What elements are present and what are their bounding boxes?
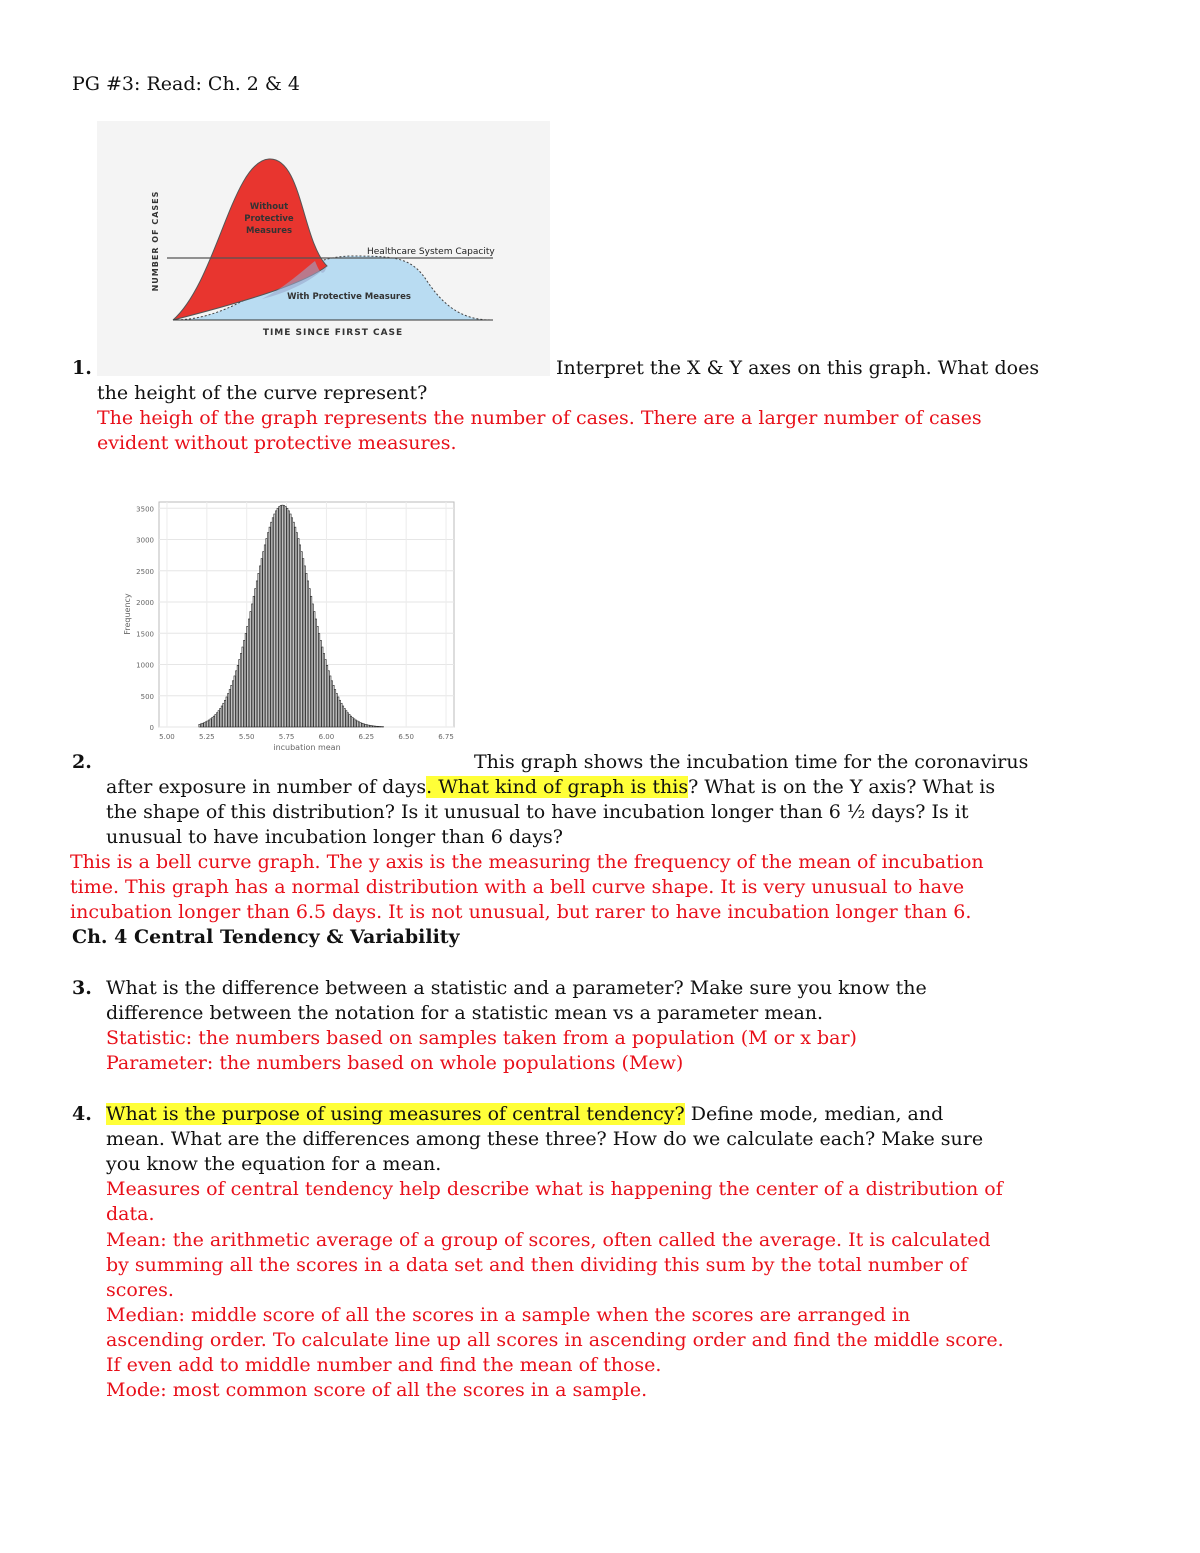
q4-question-line1 xyxy=(106,1102,943,1127)
histogram-bar xyxy=(224,700,225,727)
histogram-bar xyxy=(267,533,268,727)
histogram-bar xyxy=(261,559,262,727)
histogram-bar xyxy=(204,723,205,727)
histogram-bar xyxy=(320,640,321,727)
histogram-bar xyxy=(239,660,240,727)
q2-number: 2. xyxy=(72,751,92,773)
histogram-bar xyxy=(242,647,243,727)
histogram-bar xyxy=(366,725,367,727)
q4-answer-median-line3: If even add to middle number and find the mean of those. xyxy=(106,1354,662,1376)
q4-answer-mean-line2: by summing all the scores in a data set and then dividing this sum by the total number of xyxy=(106,1254,968,1276)
section-heading: Ch. 4 Central Tendency & Variability xyxy=(72,926,460,948)
histogram-bar xyxy=(360,723,361,727)
histogram-bar xyxy=(299,545,300,727)
incubation-histogram xyxy=(112,494,464,752)
histogram-bar xyxy=(250,612,251,727)
histogram-bar xyxy=(228,693,229,727)
y-tick-label: 1000 xyxy=(136,661,154,670)
histogram-bar xyxy=(231,685,232,727)
histogram-bar xyxy=(259,566,260,727)
histogram-bar xyxy=(341,703,342,727)
histogram-bar xyxy=(244,640,245,727)
histogram-bar xyxy=(288,511,289,727)
y-tick-label: 500 xyxy=(140,692,154,701)
q2-question-line2 xyxy=(106,775,995,800)
histogram-bar xyxy=(363,724,364,727)
histogram-bar xyxy=(325,660,326,727)
red-label-line2: Protective xyxy=(244,214,294,224)
histogram-bar xyxy=(323,653,324,727)
histogram-bar xyxy=(310,596,311,727)
histogram-bar xyxy=(326,665,327,727)
red-label-line3: Measures xyxy=(245,226,293,236)
histogram-bar xyxy=(256,581,257,727)
q1-number: 1. xyxy=(72,357,92,379)
q4-question-line2: mean. What are the differences among these three? How do we calculate each? Make sure xyxy=(106,1128,984,1150)
q1-question-line1: Interpret the X & Y axes on this graph. What does xyxy=(556,357,1040,379)
red-label-line1: Without xyxy=(249,202,289,212)
histogram-bar xyxy=(291,518,292,727)
histogram-bar xyxy=(221,706,222,727)
histogram-bar xyxy=(344,708,345,727)
blue-label: With Protective Measures xyxy=(287,292,411,302)
histogram-bar xyxy=(232,681,233,727)
histogram-bar xyxy=(309,589,310,727)
histogram-bar xyxy=(338,697,339,727)
histogram-bar xyxy=(333,685,334,727)
histogram-bar xyxy=(279,507,280,727)
q3-question-line1: What is the difference between a statistic and a parameter? Make sure you know the xyxy=(106,977,927,999)
histogram-bar xyxy=(331,681,332,727)
histogram-bar xyxy=(339,700,340,727)
y-tick-label: 3500 xyxy=(136,505,154,514)
histogram-bar xyxy=(207,721,208,727)
histogram-bar xyxy=(336,693,337,727)
x-tick-label: 5.50 xyxy=(238,733,255,741)
q4-line1-post: Define mode, median, and xyxy=(684,1103,944,1125)
y-tick-label: 1500 xyxy=(136,630,154,639)
histogram-bar xyxy=(330,676,331,727)
histogram-bar xyxy=(226,697,227,727)
y-tick-label: 2500 xyxy=(136,567,154,576)
histogram-bar xyxy=(285,507,286,727)
q2-line2-post: ? What is on the Y axis? What is xyxy=(688,776,996,798)
y-tick-label: 2000 xyxy=(136,599,154,607)
histogram-bar xyxy=(258,573,259,727)
histogram-bar xyxy=(346,711,347,727)
histogram-bar xyxy=(373,726,374,727)
histogram-bar xyxy=(199,724,200,727)
histogram-bar xyxy=(263,552,264,727)
q2-line2-pre: after exposure in number of days xyxy=(106,776,427,798)
histogram-bar xyxy=(303,559,304,727)
histogram-bar xyxy=(274,514,275,727)
q1-answer-line1: The heigh of the graph represents the number of cases. There are a larger number of cases xyxy=(97,407,982,429)
capacity-label: Healthcare System Capacity xyxy=(367,247,495,257)
histogram-bar xyxy=(234,676,235,727)
q4-answer-mode: Mode: most common score of all the scores in a sample. xyxy=(106,1379,648,1401)
q1-question-line2: the height of the curve represent? xyxy=(97,382,428,404)
histogram-bar xyxy=(293,522,294,727)
q3-question-line2: difference between the notation for a statistic mean vs a parameter mean. xyxy=(106,1002,824,1024)
histogram-bar xyxy=(295,527,296,727)
histogram-bar xyxy=(334,690,335,727)
x-tick-label: 6.75 xyxy=(438,733,454,741)
histogram-bar xyxy=(236,671,237,727)
q1-answer-line2: evident without protective measures. xyxy=(97,432,457,454)
q4-number: 4. xyxy=(72,1103,92,1125)
histogram-bar xyxy=(280,505,281,727)
histogram-y-label: Frequency xyxy=(123,593,132,635)
q2-answer-line2: time. This graph has a normal distribution with a bell curve shape. It is very unusual to have xyxy=(70,876,965,898)
histogram-bar xyxy=(245,633,246,727)
histogram-bar xyxy=(287,508,288,727)
histogram-bar xyxy=(210,719,211,727)
histogram-bar xyxy=(357,721,358,727)
histogram-bar xyxy=(376,726,377,727)
y-tick-label: 0 xyxy=(149,724,154,732)
histogram-bar xyxy=(251,604,252,727)
histogram-bar xyxy=(377,726,378,727)
x-axis-label: TIME SINCE FIRST CASE xyxy=(262,328,404,338)
histogram-bar xyxy=(350,716,351,727)
histogram-bar xyxy=(213,716,214,727)
histogram-bar xyxy=(306,573,307,727)
histogram-bar xyxy=(208,720,209,727)
histogram-bar xyxy=(223,703,224,727)
histogram-bar xyxy=(347,713,348,727)
histogram-bar xyxy=(271,522,272,727)
q3-number: 3. xyxy=(72,977,92,999)
histogram-bar xyxy=(283,505,284,727)
histogram-bar xyxy=(369,725,370,727)
histogram-bar xyxy=(368,725,369,727)
histogram-bar xyxy=(296,533,297,727)
histogram-bar xyxy=(248,619,249,727)
histogram-bar xyxy=(290,514,291,727)
q4-answer-line2: data. xyxy=(106,1203,155,1225)
q4-answer-line1: Measures of central tendency help describe what is happening the center of a distribution of xyxy=(106,1178,1003,1200)
flatten-curve-figure xyxy=(97,121,550,376)
histogram-bar xyxy=(314,612,315,727)
histogram-bar xyxy=(352,718,353,727)
histogram-bar xyxy=(355,720,356,727)
q4-answer-median-line2: ascending order. To calculate line up all scores in ascending order and find the middle score. xyxy=(106,1329,1004,1351)
histogram-bar xyxy=(264,545,265,727)
histogram-bar xyxy=(371,726,372,727)
q2-answer-line1: This is a bell curve graph. The y axis is the measuring the frequency of the mean of incubation xyxy=(70,851,984,873)
q3-answer-statistic: Statistic: the numbers based on samples taken from a population (M or x bar) xyxy=(106,1027,857,1049)
histogram-bar xyxy=(362,723,363,727)
histogram-bar xyxy=(212,718,213,727)
q3-answer-parameter: Parameter: the numbers based on whole populations (Mew) xyxy=(106,1052,684,1074)
histogram-bar xyxy=(312,604,313,727)
histogram-bar xyxy=(229,690,230,727)
histogram-bar xyxy=(322,647,323,727)
histogram-bar xyxy=(247,626,248,727)
q2-highlight: . What kind of graph is this xyxy=(426,776,689,798)
histogram-bar xyxy=(237,665,238,727)
histogram-bar xyxy=(272,518,273,727)
histogram-bar xyxy=(342,706,343,727)
x-tick-label: 6.50 xyxy=(398,733,414,741)
q4-highlight: What is the purpose of using measures of central tendency? xyxy=(106,1103,685,1125)
q2-answer-line3: incubation longer than 6.5 days. It is not unusual, but rarer to have incubation longer than 6. xyxy=(70,901,972,923)
histogram-bar xyxy=(365,724,366,727)
histogram-bar xyxy=(216,713,217,727)
histogram-bar xyxy=(266,539,267,727)
histogram-bar xyxy=(240,653,241,727)
x-tick-label: 5.75 xyxy=(278,733,295,741)
histogram-bar xyxy=(275,511,276,727)
histogram-bar xyxy=(269,527,270,727)
x-tick-label: 5.25 xyxy=(199,733,215,741)
x-tick-label: 5.00 xyxy=(159,733,175,741)
histogram-bar xyxy=(202,723,203,727)
histogram-bar xyxy=(317,626,318,727)
histogram-bar xyxy=(358,722,359,727)
histogram-bar xyxy=(220,708,221,727)
histogram-bar xyxy=(304,566,305,727)
q4-answer-median-line1: Median: middle score of all the scores in a sample when the scores are arranged in xyxy=(106,1304,911,1326)
histogram-bar xyxy=(253,596,254,727)
histogram-bar xyxy=(374,726,375,727)
q2-question-line3: the shape of this distribution? Is it unusual to have incubation longer than 6 ½ days? Is it xyxy=(106,801,969,823)
q2-question-line4: unusual to have incubation longer than 6 days? xyxy=(106,826,563,848)
histogram-bar xyxy=(215,715,216,727)
histogram-bar xyxy=(318,633,319,727)
histogram-bar xyxy=(315,619,316,727)
histogram-bar xyxy=(307,581,308,727)
q4-answer-mean-line1: Mean: the arithmetic average of a group of scores, often called the average. It is calculated xyxy=(106,1229,991,1251)
histogram-bar xyxy=(218,711,219,727)
histogram-x-label: incubation mean xyxy=(273,743,341,752)
histogram-bar xyxy=(354,719,355,727)
histogram-bar xyxy=(277,508,278,727)
y-tick-label: 3000 xyxy=(136,536,154,545)
histogram-bar xyxy=(200,724,201,727)
y-axis-label: NUMBER OF CASES xyxy=(151,190,160,292)
histogram-bar xyxy=(298,539,299,727)
histogram-bar xyxy=(328,671,329,727)
page-title: PG #3: Read: Ch. 2 & 4 xyxy=(72,73,300,95)
histogram-bar xyxy=(301,552,302,727)
q4-question-line3: you know the equation for a mean. xyxy=(106,1153,442,1175)
histogram-bar xyxy=(255,589,256,727)
histogram-bar xyxy=(379,726,380,727)
histogram-bar xyxy=(282,505,283,727)
q2-question-lead: This graph shows the incubation time for the coronavirus xyxy=(474,751,1029,773)
x-tick-label: 6.25 xyxy=(358,733,375,741)
q4-answer-mean-line3: scores. xyxy=(106,1279,174,1301)
x-tick-label: 6.00 xyxy=(318,733,335,741)
histogram-bar xyxy=(205,722,206,727)
histogram-bar xyxy=(349,715,350,727)
